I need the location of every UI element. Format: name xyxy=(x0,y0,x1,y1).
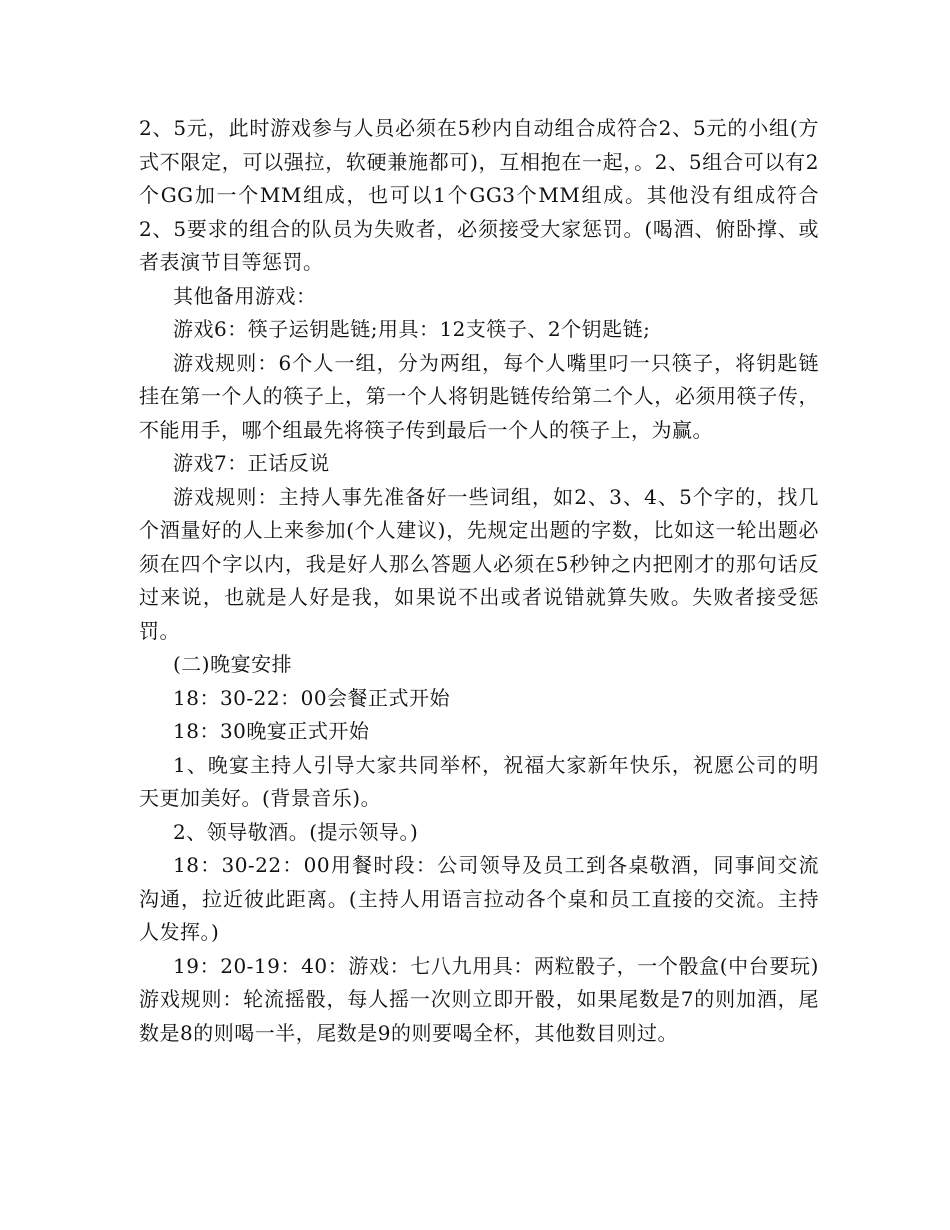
paragraph-banquet-start: 18：30晚宴正式开始 xyxy=(173,719,370,743)
paragraph-game-7-rules: 游戏规则：主持人事先准备好一些词组，如2、3、4、5个字的，找几个酒量好的人上来参加(个人建议)，先规定出题的字数，比如这一轮出题必须在四个字以内，我是好人那么答题人必须在5秒钟之内把刚才的那句话反过来说，也就是人好是我，如果说不出或者说错就算失败。失败者接受惩罚。 xyxy=(139,484,819,643)
paragraph-banquet-heading: (二)晚宴安排 xyxy=(173,652,293,676)
paragraph-dice-game: 19：20-19：40：游戏：七八九用具：两粒骰子，一个骰盒(中台要玩)游戏规则：轮流摇骰，每人摇一次则立即开骰，如果尾数是7的则加酒，尾数是8的则喝一半，尾数是9的则要喝全杯，其他数目则过。 xyxy=(139,953,819,1045)
paragraph-dinner-time: 18：30-22：00会餐正式开始 xyxy=(173,685,451,710)
paragraph-game-rules-continued: 2、5元，此时游戏参与人员必须在5秒内自动组合成符合2、5元的小组(方式不限定，可以强拉，软硬兼施都可)，互相抱在一起，。2、5组合可以有2个GG加一个MM组成，也可以1个GG3个MM组成。其他没有组成符合2、5要求的组合的队员为失败者，必须接受大家惩罚。(喝酒、俯卧撑、或者表演节目等惩罚。 xyxy=(139,116,819,274)
paragraph-game-7-title: 游戏7：正话反说 xyxy=(173,451,330,475)
document-body xyxy=(139,112,819,1050)
paragraph-dining-period: 18：30-22：00用餐时段：公司领导及员工到各桌敬酒，同事间交流沟通，拉近彼此距离。(主持人用语言拉动各个桌和员工直接的交流。主持人发挥。) xyxy=(139,853,819,944)
paragraph-leader-toast: 2、领导敬酒。(提示领导。) xyxy=(173,819,419,844)
paragraph-toast: 1、晚宴主持人引导大家共同举杯，祝福大家新年快乐，祝愿公司的明天更加美好。(背景音乐)。 xyxy=(139,752,819,810)
paragraph-game-6-rules: 游戏规则：6个人一组，分为两组，每个人嘴里叼一只筷子，将钥匙链挂在第一个人的筷子上，第一个人将钥匙链传给第二个人，必须用筷子传，不能用手，哪个组最先将筷子传到最后一个人的筷子上，为赢。 xyxy=(139,350,819,442)
paragraph-game-6-title: 游戏6：筷子运钥匙链;用具：12支筷子、2个钥匙链; xyxy=(173,317,651,341)
paragraph-backup-games-heading: 其他备用游戏： xyxy=(173,283,317,308)
